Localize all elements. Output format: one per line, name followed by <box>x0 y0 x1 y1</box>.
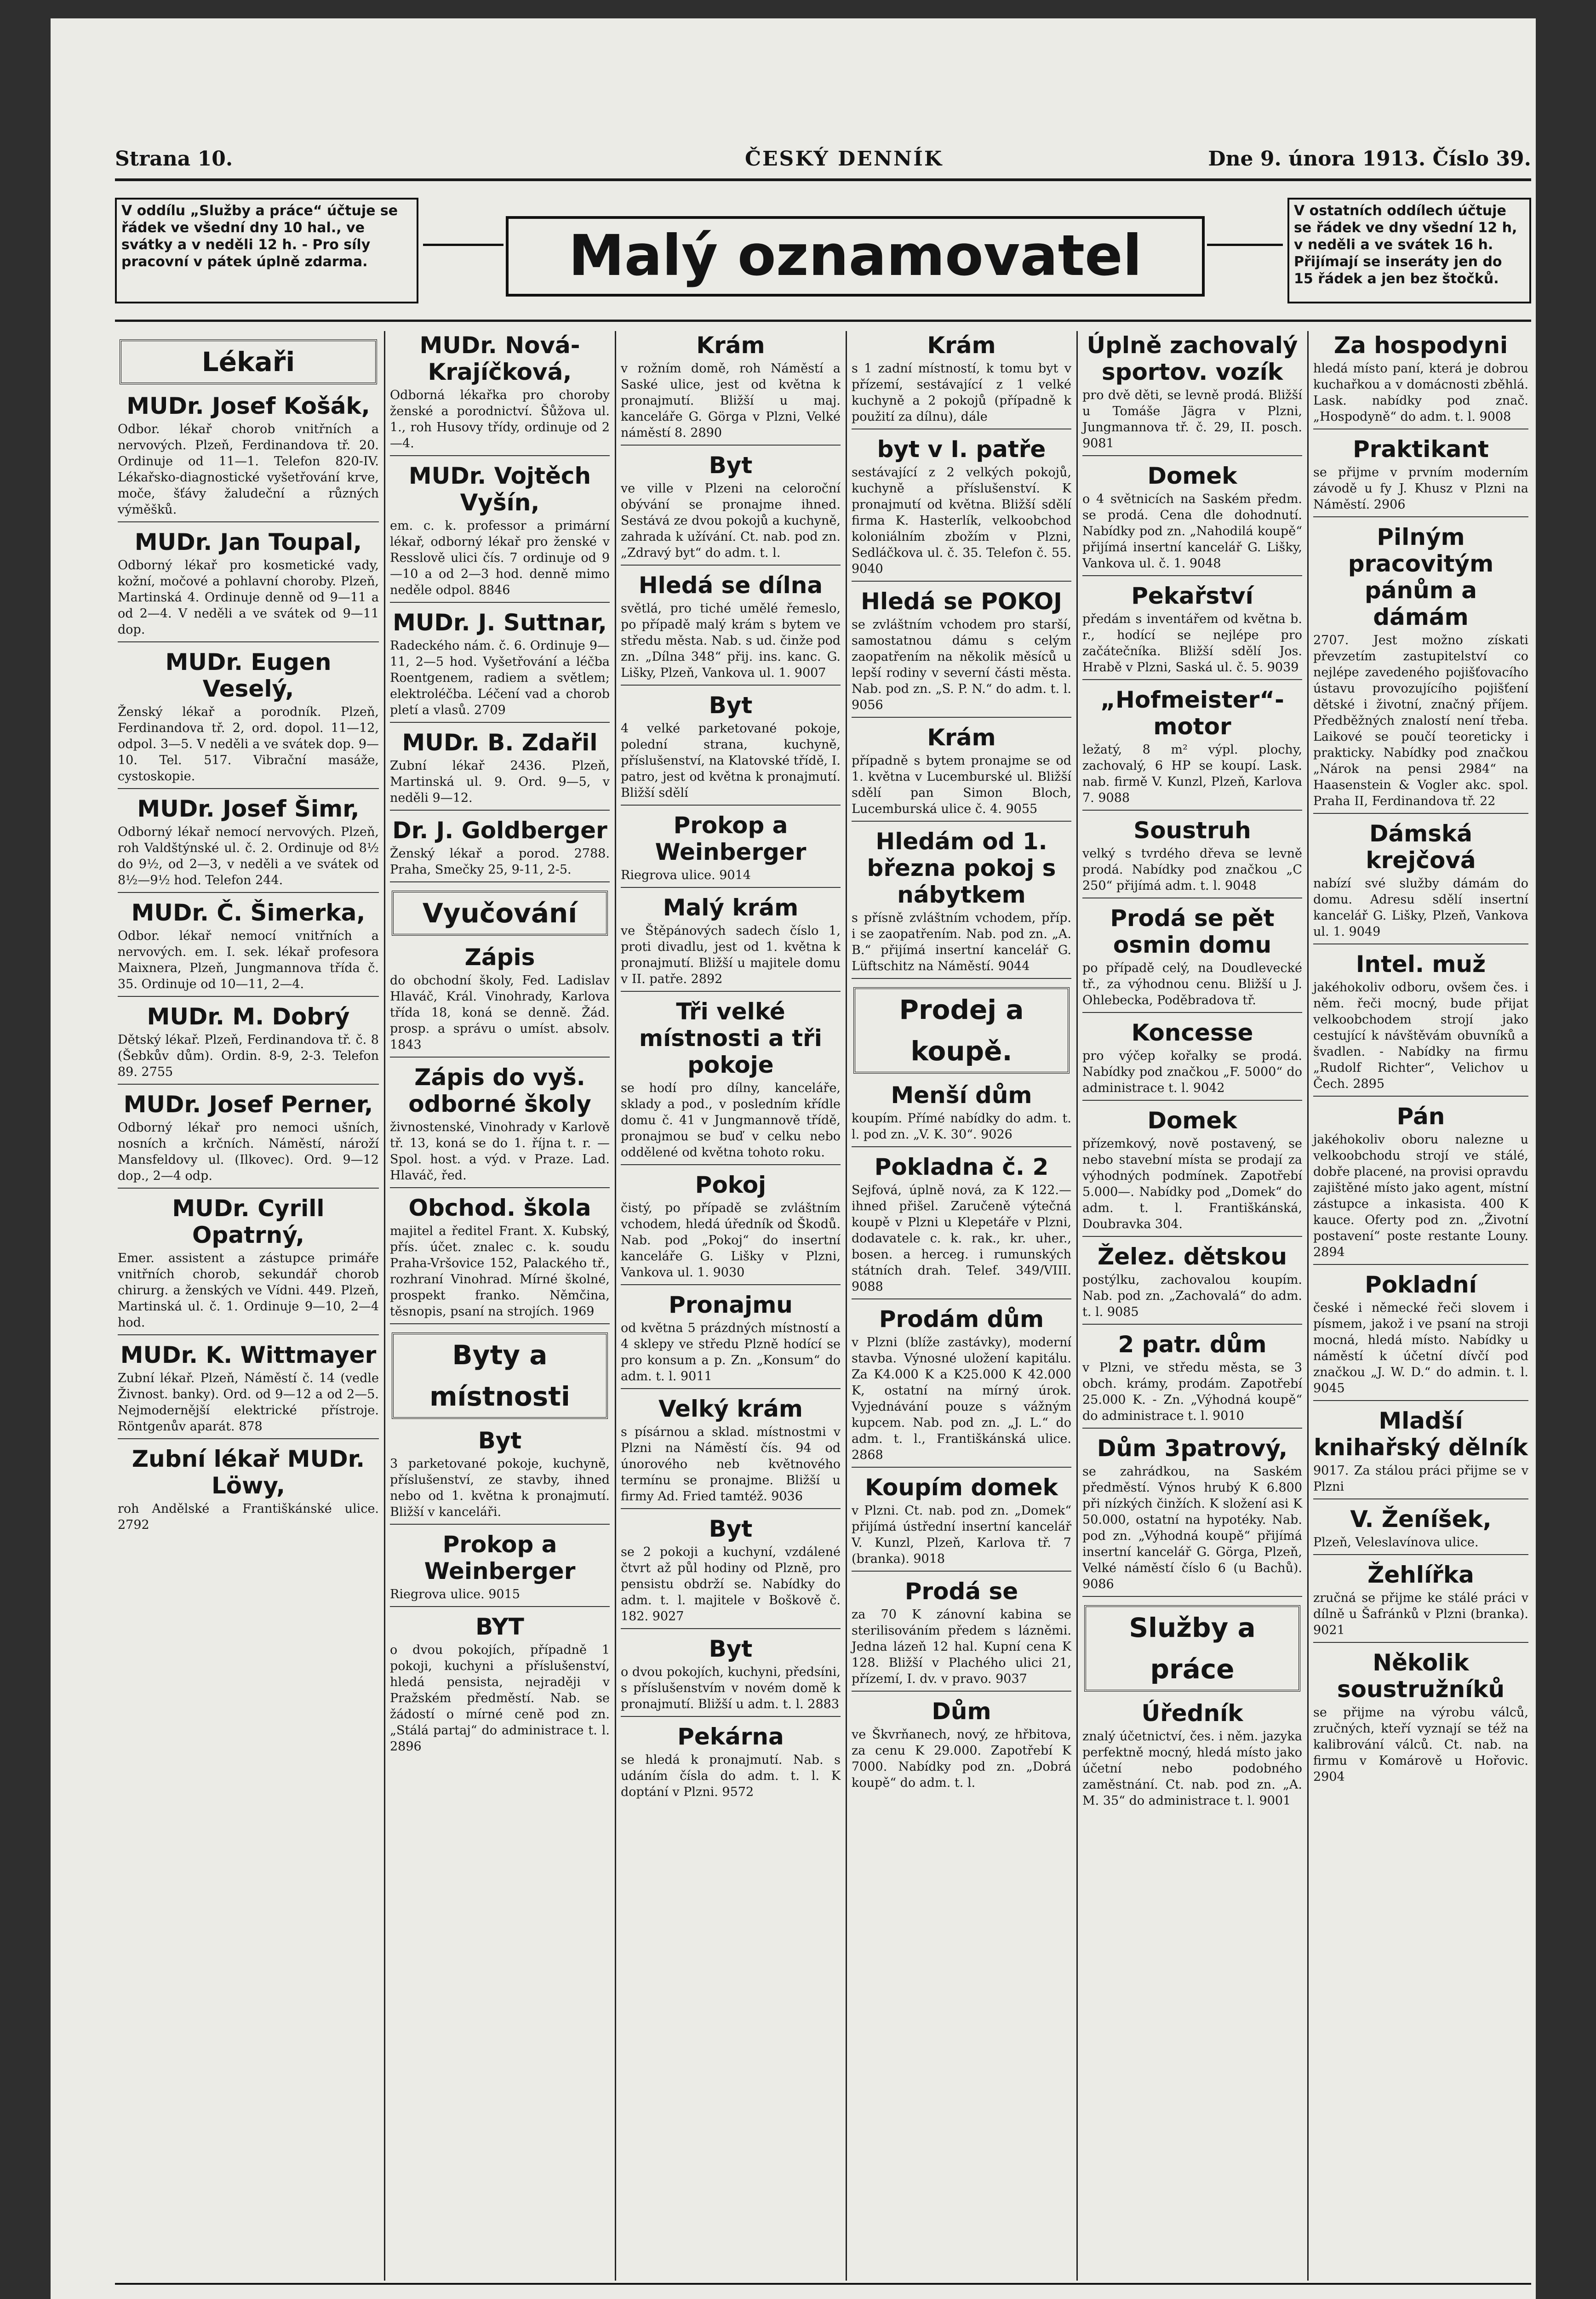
ad-heading: Soustruh <box>1133 817 1251 844</box>
ad-heading: Želez. dětskou <box>1098 1243 1287 1270</box>
ad-text: majitel a ředitel Frant. X. Kubský, přís. účet. znalec c. k. soudu Praha-Vršovice 152, Palackého tř., rozhraní Vinohrad. Mírné školné, prospekt franko. Němčina, těsnopis, psaní na strojích. 1969 <box>390 1224 610 1319</box>
classified-ad <box>118 1091 379 1189</box>
ad-heading: MUDr. J. Suttnar, <box>393 609 607 636</box>
ad-text: zručná se přijme ke stálé práci v dílně u Šafránků v Plzni (branka). 9021 <box>1313 1591 1528 1637</box>
ad-heading: Krám <box>927 724 996 751</box>
ad-heading: Obchod. škola <box>408 1195 591 1221</box>
ad-heading: MUDr. B. Zdařil <box>402 729 598 756</box>
classified-ad <box>1313 820 1528 944</box>
ad-heading: Pokladní <box>1365 1271 1477 1298</box>
ad-text: ležatý, 8 m² výpl. plochy, zachovalý, 6 HP se koupí. Lask. nab. firmě V. Kunzl, Plzeň, Karlova 7. 9088 <box>1082 743 1302 805</box>
classified-ad <box>1082 905 1302 1013</box>
ad-text: Ženský lékař a porodník. Plzeň, Ferdinandova tř. 2, ord. dopol. 11—12, odpol. 3—5. V neděli a ve svátek dop. 9—10. Tel. 517. Vibrační masáže, cystoskopie. <box>118 705 379 783</box>
ad-text: postýlku, zachovalou koupím. Nab. pod zn. „Zachovalá“ do adm. t. l. 9085 <box>1082 1273 1302 1319</box>
ad-heading: Velký krám <box>658 1395 803 1422</box>
ad-text: velký s tvrdého dřeva se levně prodá. Nabídky pod značkou „C 250“ přijímá adm. t. l. 9048 <box>1082 846 1302 893</box>
ad-heading: Prokop a Weinberger <box>655 812 807 865</box>
ad-heading: Hledá se POKOJ <box>861 588 1062 615</box>
ad-heading: Malý krám <box>663 894 799 921</box>
column-divider <box>1307 331 1309 2281</box>
classified-ad <box>1082 1700 1302 1813</box>
ad-heading: Byt <box>709 1636 753 1662</box>
bottom-rule <box>115 2283 1531 2285</box>
ad-heading: Domek <box>1147 1107 1237 1134</box>
classified-ad <box>390 1427 610 1525</box>
ad-text: jakéhokoliv oboru nalezne u velkoobchodu strojí ve stálé, dobře placené, na provisi opravdu zajištěné místo jako agent, místní zástupce a inkasista. 400 K kauce. Oferty pod zn. „Životní postavení“ poste restante Louny. 2894 <box>1313 1132 1528 1259</box>
ad-text: 4 velké parketované pokoje, polední strana, kuchyně, příslušenství, na Klatovské třídě, I. patro, jest od května k pronajmutí. Bližší sdělí <box>621 721 841 800</box>
column-6 <box>1310 331 1531 2290</box>
ad-text: ve Štěpánových sadech číslo 1, proti divadlu, jest od 1. května k pronajmutí. Bližší u majitele domu v II. patře. 2892 <box>621 924 841 986</box>
classified-ad <box>118 1342 379 1439</box>
classified-ad <box>852 588 1071 718</box>
classified-ad <box>1082 583 1302 680</box>
ad-text: se přijme na výrobu válců, zručných, kteří vyznají se též na kalibrování válců. Ct. nab. na firmu v Komárově u Hořovic. 2904 <box>1313 1705 1528 1784</box>
classified-ad <box>621 1516 841 1629</box>
column-3 <box>618 331 843 2290</box>
classified-ad <box>390 1613 610 1758</box>
classified-ad <box>1313 951 1528 1097</box>
ad-heading: MUDr. Josef Šimr, <box>137 795 360 822</box>
ad-heading: Koncesse <box>1131 1019 1253 1046</box>
classified-ad <box>621 332 841 446</box>
ad-heading: BYT <box>475 1613 524 1640</box>
ad-text: jakéhokoliv odboru, ovšem čes. i něm. řeči mocný, bude přijat velkoobchodem strojí jako cestující k návštěvám obuvníků a švadlen. - Nabídky na firmu „Rudolf Richter“, Velichov u Čech. 2895 <box>1313 980 1528 1091</box>
paper-name: ČESKÝ DENNÍK <box>745 147 944 171</box>
ad-text: hledá místo paní, která je dobrou kuchařkou a v domácnosti zběhlá. Lask. nabídky pod znač. „Hospodyně“ do adm. t. l. 9008 <box>1313 361 1528 424</box>
ad-heading: Byt <box>709 452 753 479</box>
column-divider <box>384 331 385 2281</box>
section-vyucovani: Vyučování <box>392 891 608 936</box>
ad-heading: Pán <box>1396 1103 1445 1130</box>
ad-heading: Pronajmu <box>669 1292 793 1318</box>
ad-text: světlá, pro tiché umělé řemeslo, po případě malý krám s bytem ve středu města. Nab. s ud. činže pod zn. „Dílna 348“ přij. ins. kanc. G. Lišky, Plzeň, Vankova ul. 1. 9007 <box>621 601 841 680</box>
classified-ad <box>621 1636 841 1717</box>
title-rule-left <box>423 244 503 246</box>
ad-text: Ženský lékař a porod. 2788. Praha, Smečky 25, 9-11, 2-5. <box>390 846 610 877</box>
ad-text: Radeckého nám. č. 6. Ordinuje 9—11, 2—5 hod. Vyšetřování a léčba Roentgenem, radiem a světlem; elektroléčba. Léčení vad a chorob pletí a vlasů. 2709 <box>390 639 610 717</box>
ad-heading: Prodá se <box>904 1578 1018 1605</box>
column-2 <box>387 331 612 2290</box>
classified-ad <box>621 572 841 686</box>
left-notice: V oddílu „Služby a práce“ účtuje se řádek ve všední dny 10 hal., ve svátky a v neděli 12 h. - Pro síly pracovní v pátek úplně zdarma. <box>115 198 418 303</box>
classified-ad <box>390 817 610 882</box>
ad-text: čistý, po případě se zvláštním vchodem, hledá úředník od Škodů. Nab. pod „Pokoj“ do insertní kanceláře G. Lišky v Plzni, Vankova ul. 1. 9030 <box>621 1201 841 1280</box>
ad-text: po případě celý, na Doudlevecké tř., za výhodnou cenu. Bližší u J. Ohlebecka, Poděbradova tř. <box>1082 961 1302 1007</box>
classified-ad <box>390 463 610 603</box>
ad-text: roh Andělské a Františkánské ulice. 2792 <box>118 1502 379 1532</box>
ad-heading: MUDr. Vojtěch Vyšín, <box>408 463 591 516</box>
classified-ad <box>390 729 610 811</box>
ad-text: pro výčep kořalky se prodá. Nabídky pod značkou „F. 5000“ do administrace t. l. 9042 <box>1082 1049 1302 1095</box>
classified-ad <box>621 692 841 806</box>
classified-ad <box>118 795 379 893</box>
ad-heading: Domek <box>1147 463 1237 489</box>
classified-ad <box>1313 1271 1528 1401</box>
ad-heading: „Hofmeister“-motor <box>1100 686 1284 740</box>
classified-ad <box>852 828 1071 979</box>
ad-heading: 2 patr. dům <box>1118 1331 1267 1358</box>
right-notice: V ostatních oddílech účtuje se řádek ve dny všední 12 h, v neděli a ve svátek 16 h. Přijímají se inseráty jen do 15 řádek a jen bez štočků. <box>1287 198 1531 303</box>
ad-heading: Pokoj <box>695 1172 767 1198</box>
ad-text: Riegrova ulice. 9015 <box>390 1587 520 1601</box>
classified-ad <box>852 332 1071 429</box>
ad-heading: Dr. J. Goldberger <box>392 817 607 844</box>
column-divider <box>1076 331 1078 2281</box>
ad-heading: Zápis do vyš. odborné školy <box>408 1064 591 1117</box>
classified-ad <box>621 1395 841 1509</box>
ad-text: nabízí své služby dámám do domu. Adresu sdělí insertní kancelář G. Lišky, Plzeň, Vankova ul. 1. 9049 <box>1313 876 1528 939</box>
ad-heading: Pekárna <box>677 1723 784 1750</box>
classified-ad <box>118 899 379 997</box>
ad-text: v Plzni. Ct. nab. pod zn. „Domek“ přijímá ústřední insertní kancelář V. Kunzl, Plzeň, Karlova tř. 7 (branka). 9018 <box>852 1504 1071 1566</box>
section-prodej: Prodej a koupě. <box>853 987 1070 1074</box>
ad-text: znalý účetnictví, čes. i něm. jazyka perfektně mocný, hledá místo jako účetní nebo podobného zaměstnání. Ct. nab. pod zn. „A. M. 35“ do administrace t. l. 9001 <box>1082 1729 1302 1808</box>
ad-heading: byt v I. patře <box>877 436 1046 463</box>
ad-heading: Hledám od 1. března pokoj s nábytkem <box>867 828 1056 908</box>
ad-text: Emer. assistent a zástupce primáře vnitřních chorob, sekundář chorob chirurg. a ženských ve Vídni. 449. Plzeň, Martinská ul. č. 1. Ordinuje 9—10, 2—4 hod. <box>118 1251 379 1330</box>
ad-text: o dvou pokojích, případně 1 pokoji, kuchyni a příslušenství, hledá pensista, nejraději v Pražském předměstí. Nab. se žádostí o mírné ceně pod zn. „Stálá partaj“ do administrace t. l. 2896 <box>390 1643 610 1754</box>
ad-heading: MUDr. Eugen Veselý, <box>165 649 332 702</box>
classified-ad <box>390 944 610 1058</box>
classified-ad <box>1313 1506 1528 1555</box>
ad-heading: Zubní lékař MUDr. Löwy, <box>132 1446 365 1499</box>
ad-heading: Dámská krejčová <box>1366 820 1476 874</box>
ad-text: Sejfová, úplně nová, za K 122.— ihned přišel. Zaručeně výtečná koupě v Plzni u Klepetáře v Plzni, dodavatele c. k. rak., kr. uher., bosen. a herceg. i rumunských státních drah. Telef. 349/VIII. 9088 <box>852 1183 1071 1294</box>
classified-ad <box>1082 1243 1302 1325</box>
ad-heading: Pekařství <box>1131 583 1253 609</box>
classified-ad <box>118 1003 379 1085</box>
ad-heading: Intel. muž <box>1356 951 1486 978</box>
classified-ad <box>1313 1649 1528 1789</box>
ad-heading: MUDr. Cyrill Opatrný, <box>172 1195 325 1248</box>
classified-ad <box>1313 1561 1528 1643</box>
section-byty: Byty a místnosti <box>392 1333 608 1419</box>
page-title: Malý oznamovatel <box>506 216 1205 297</box>
classified-ad <box>621 1723 841 1804</box>
ad-text: o dvou pokojích, kuchyni, předsíni, s příslušenstvím v novém domě k pronajmutí. Bližší u adm. t. l. 2883 <box>621 1665 841 1711</box>
ad-heading: Mladší knihařský dělník <box>1314 1407 1528 1461</box>
classified-ad <box>390 1064 610 1188</box>
ad-text: 2707. Jest možno získati převzetím zastupitelství co nejlépe zavedeného pojišťovacího ústavu provozujícího pojišťení dětské i životní, značný příjem. Předběžných znalostí není třeba. Laikové se poučí teoreticky i prakticky. Nabídky pod značkou „Nárok na pensi 2984“ na Haasenstein & Vogler akc. spol. Praha II, Ferdinandova tř. 22 <box>1313 633 1528 808</box>
ad-heading: Prodám dům <box>879 1306 1044 1333</box>
ad-text: Odborný lékař pro nemoci ušních, nosních a krčních. Náměstí, nároží Mansfeldovy ul. (Ilkovec). Ord. 9—12 dop., 2—4 odp. <box>118 1121 379 1183</box>
classified-ad <box>852 1306 1071 1468</box>
column-4 <box>849 331 1074 2290</box>
classified-ad <box>118 649 379 789</box>
classified-ad <box>1313 1103 1528 1265</box>
ad-heading: MUDr. Josef Perner, <box>123 1091 373 1118</box>
ad-heading: Tři velké místnosti a tři pokoje <box>639 998 822 1078</box>
classified-ad <box>118 393 379 522</box>
classified-ad <box>621 1292 841 1389</box>
ad-text: se hodí pro dílny, kanceláře, sklady a pod., v posledním křídle domu č. 41 v Jungmannově třídě, pronajmou se buď v celku nebo oddělené od května tohoto roku. <box>621 1081 841 1160</box>
ad-text: Zubní lékař 2436. Plzeň, Martinská ul. 9. Ord. 9—5, v neděli 9—12. <box>390 759 610 805</box>
classified-ad <box>621 1172 841 1285</box>
ad-text: pro dvě děti, se levně prodá. Bližší u Tomáše Jägra v Plzni, Jungmannova tř. č. 29, II. posch. 9081 <box>1082 388 1302 451</box>
ad-heading: Žehlířka <box>1367 1561 1474 1588</box>
ad-heading: Krám <box>696 332 765 359</box>
ad-heading: Pilným pracovitým pánům a dámám <box>1348 524 1494 630</box>
masthead <box>115 147 1540 170</box>
ad-heading: Byt <box>709 1516 753 1542</box>
ad-heading: Krám <box>927 332 996 359</box>
classified-ad <box>1082 1019 1302 1101</box>
ad-heading: Hledá se dílna <box>638 572 823 599</box>
classified-ad <box>390 1531 610 1607</box>
ad-text: v Plzni, ve středu města, se 3 obch. krámy, prodám. Zapotřebí 25.000 K. - Zn. „Výhodná koupě“ do administrace t. l. 9010 <box>1082 1361 1302 1423</box>
ad-heading: MUDr. Josef Košák, <box>126 393 370 419</box>
ad-text: Odborná lékařka pro choroby ženské a porodnictví. Šůžova ul. 1., roh Husovy třídy, ordinuje od 2—4. <box>390 388 610 451</box>
classified-ad <box>852 1578 1071 1692</box>
ad-heading: MUDr. Jan Toupal, <box>134 529 362 555</box>
classified-ad <box>118 529 379 642</box>
column-5 <box>1080 331 1305 2290</box>
classified-ad <box>390 332 610 456</box>
ad-text: předám s inventářem od května b. r., hodící se nejlépe pro začátečníka. Bližší sdělí Jos. Hrabě v Plzni, Saská ul. č. 5. 9039 <box>1082 612 1302 675</box>
ad-text: koupím. Přímé nabídky do adm. t. l. pod zn. „V. K. 30“. 9026 <box>852 1111 1071 1142</box>
classified-ad <box>390 609 610 723</box>
ad-heading: Koupím domek <box>865 1474 1058 1501</box>
classified-ad <box>1082 686 1302 811</box>
ad-text: Plzeň, Veleslavínova ulice. <box>1313 1535 1479 1550</box>
ad-heading: Praktikant <box>1353 436 1489 463</box>
ad-text: sestávající z 2 velkých pokojů, kuchyně a příslušenství. K pronajmutí od května. Bližší sdělí firma K. Hasterlík, velkoobchod koloniálním zbožím v Plzni, Sedláčkova ul. č. 35. Telefon č. 55. 9040 <box>852 465 1071 576</box>
classified-ad <box>621 998 841 1165</box>
ad-text: s písárnou a sklad. místnostmi v Plzni na Náměstí čís. 94 od únorového neb květnového termínu se pronajme. Bližší u firmy Ad. Fried tamtéž. 9036 <box>621 1425 841 1504</box>
classified-ad <box>118 1195 379 1335</box>
ad-heading: Byt <box>478 1427 522 1454</box>
ad-heading: Dům <box>932 1698 991 1725</box>
classified-ad <box>852 1082 1071 1147</box>
classified-ad <box>1313 436 1528 517</box>
ad-text: se hledá k pronajmutí. Nab. s udáním čísla do adm. t. l. K doptání v Plzni. 9572 <box>621 1753 841 1799</box>
ad-heading: Dům 3patrový, <box>1097 1435 1288 1462</box>
ad-heading: MUDr. K. Wittmayer <box>120 1342 377 1368</box>
ad-text: do obchodní školy, Fed. Ladislav Hlaváč, Král. Vinohrady, Karlova třída 18, koná se denně. Žád. prosp. a správu o umíst. absolv. 1843 <box>390 973 610 1052</box>
issue-date: Dne 9. února 1913. Číslo 39. <box>1208 147 1531 171</box>
classified-ad <box>621 894 841 992</box>
page-number: Strana 10. <box>115 147 233 171</box>
classified-ad <box>1313 332 1528 429</box>
classified-ad <box>118 1446 379 1537</box>
classified-ad <box>1082 1435 1302 1597</box>
ad-heading: Prodá se pět osmin domu <box>1110 905 1275 958</box>
ad-heading: Úředník <box>1141 1700 1243 1727</box>
ad-text: živnostenské, Vinohrady v Karlově tř. 13, koná se do 1. října t. r. — Spol. host. a výd. v Praze. Lad. Hlaváč, řed. <box>390 1120 610 1183</box>
classified-ad <box>621 452 841 566</box>
classified-ad <box>1082 332 1302 456</box>
ad-text: Odbor. lékař nemocí vnitřních a nervových. em. I. sek. lékař profesora Maixnera, Plzeň, Jungmannova třída č. 35. Ordinuje od 10—11, 2—4. <box>118 929 379 991</box>
header-rule <box>115 320 1531 322</box>
classified-ad <box>1082 1107 1302 1237</box>
ad-heading: Menší dům <box>891 1082 1032 1109</box>
classified-ad <box>1082 817 1302 898</box>
ad-text: Odborný lékař pro kosmetické vady, kožní, močové a pohlavní choroby. Plzeň, Martinská 4. Ordinuje denně od 9—11 a od 2—4. V neděli a ve svátek od 9—11 dop. <box>118 558 379 637</box>
column-divider <box>615 331 616 2281</box>
ad-heading: Zápis <box>464 944 535 971</box>
ad-text: se zvláštním vchodem pro starší, samostatnou dámu s celým zaopatřením na několik měsíců u lepší rodiny v severní části města. Nab. pod zn. „S. P. N.“ do adm. t. l. 9056 <box>852 618 1071 712</box>
ad-text: za 70 K zánovní kabina se sterilisováním předem s lázněmi. Jedna lázeň 12 hal. Kupní cena K 128. Bližší v Plachého ulici 21, přízemí, I. dv. v pravo. 9037 <box>852 1607 1071 1686</box>
title-rule-right <box>1207 244 1283 246</box>
ad-text: o 4 světnicích na Saském předm. se prodá. Cena dle dohodnutí. Nabídky pod zn. „Nahodilá koupě“ přijímá insertní kancelář G. Lišky, Vankova ul. č. 1. 9048 <box>1082 492 1302 571</box>
ad-text: v Plzni (blíže zastávky), moderní stavba. Výnosné uložení kapitálu. Za K4.000 K a K25.000 K 42.000 K, ostatní na mírný úrok. Vyjednávání pouze s vážným kupcem. Nab. pod zn. „J. L.“ do adm. t. l., Františkánská ulice. 2868 <box>852 1335 1071 1462</box>
ad-text: Odborný lékař nemocí nervových. Plzeň, roh Valdštýnské ul. č. 2. Ordinuje od 8½ do 9½, od 2—3, v neděli a ve svátek od 8½—9½ hod. Telefon 244. <box>118 825 379 887</box>
column-divider <box>846 331 847 2281</box>
ad-text: se zahrádkou, na Saském předměstí. Výnos hrubý K 6.800 při nízkých činžích. K složení asi K 50.000, ostatní na hypotéky. Nab. pod zn. „Výhodná koupě“ přijímá insertní kancelář G. Görga, Plzeň, Velké náměstí číslo 6 (u Bachů). 9086 <box>1082 1464 1302 1591</box>
section-sluzby: Služby a práce <box>1084 1605 1300 1692</box>
ad-text: se přijme v prvním moderním závodě u fy J. Khusz v Plzni na Náměstí. 2906 <box>1313 465 1528 512</box>
ad-text: případně s bytem pronajme se od 1. května v Lucemburské ul. Bližší sdělí pan Simon Bloch, Lucemburská ulice č. 4. 9055 <box>852 754 1071 816</box>
column-1 <box>115 331 382 2290</box>
classified-ad <box>852 724 1071 822</box>
ad-heading: Prokop a Weinberger <box>424 1531 576 1584</box>
classified-ad <box>1082 1331 1302 1429</box>
ad-text: Zubní lékař. Plzeň, Náměstí č. 14 (vedle Živnost. banky). Ord. od 9—12 a od 2—5. Nejmodernější elektrické přístroje. Röntgenův aparát. 878 <box>118 1371 379 1434</box>
classified-ad <box>1313 524 1528 814</box>
ad-text: české i německé řeči slovem i písmem, jakož i ve psaní na stroji mocná, hledá místo. Nabídky u náměstí k účetní dívčí pod značkou „J. W. D.“ do admin. t. l. 9045 <box>1313 1301 1528 1395</box>
ad-heading: Pokladna č. 2 <box>874 1154 1049 1180</box>
ad-text: em. c. k. professor a primární lékař, odborný lékař pro ženské v Resslově ulici čís. 7 ordinuje od 9—10 a od 2—3 hod. denně mimo neděle odpol. 8846 <box>390 519 610 597</box>
ad-text: ve Škvrňanech, nový, ze hřbitova, za cenu K 29.000. Zapotřebí K 7000. Nabídky pod zn. „Dobrá koupě“ do adm. t. l. <box>852 1727 1071 1790</box>
ad-text: 9017. Za stálou práci přijme se v Plzni <box>1313 1464 1528 1494</box>
classified-ad <box>852 1698 1071 1795</box>
ad-heading: Několik soustružníků <box>1337 1649 1505 1703</box>
ad-text: v rožním domě, roh Náměstí a Saské ulice, jest od května k pronajmutí. Bližší u maj. kanceláře G. Görga v Plzni, Velké náměstí 8. 2890 <box>621 361 841 440</box>
ad-text: 3 parketované pokoje, kuchyně, příslušenství, ze stavby, ihned nebo od 1. května k pronajmutí. Bližší v kanceláři. <box>390 1457 610 1519</box>
top-rule <box>115 178 1531 181</box>
ad-text: s 1 zadní místností, k tomu byt v přízemí, sestávající z 1 velké kuchyně a 2 pokojů (případně k použití za dílnu), dále <box>852 361 1071 424</box>
classified-ad <box>621 812 841 888</box>
classified-ad <box>852 1474 1071 1572</box>
ad-text: přízemkový, nově postavený, se nebo stavební místa se prodají za výhodných podmínek. Zapotřebí 5.000—. Nabídky pod „Domek“ do adm. t. l. Františkánská, Doubravka 304. <box>1082 1137 1302 1231</box>
section-lekari: Lékaři <box>120 339 377 384</box>
ad-text: Odbor. lékař chorob vnitřních a nervových. Plzeň, Ferdinandova tř. 20. Ordinuje od 11—1. Telefon 820-IV. Lékařsko-diagnostické vyšetřování krve, moče, šťávy žaludeční a různých výměšků. <box>118 422 379 517</box>
classified-ad <box>390 1195 610 1324</box>
ad-heading: MUDr. Č. Šimerka, <box>131 899 366 926</box>
classified-ad <box>852 1154 1071 1299</box>
ad-heading: V. Ženíšek, <box>1350 1506 1492 1533</box>
ad-heading: Úplně zachovalý sportov. vozík <box>1087 332 1298 385</box>
ad-text: s přísně zvláštním vchodem, příp. i se zaopatřením. Nab. pod zn. „A. B.“ přijímá insertní kancelář G. Lüftschitz na Náměstí. 9044 <box>852 911 1071 973</box>
ad-heading: Byt <box>709 692 753 719</box>
classified-ad <box>852 436 1071 582</box>
ad-text: ve ville v Plzeni na celoroční obývání se pronajme ihned. Sestává ze dvou pokojů a kuchyně, zahrada k užívání. Ct. nab. pod zn. „Zdravý byt“ do adm. t. l. <box>621 481 841 560</box>
ad-heading: MUDr. M. Dobrý <box>147 1003 350 1030</box>
ad-text: Riegrova ulice. 9014 <box>621 868 751 882</box>
ad-text: Dětský lékař. Plzeň, Ferdinandova tř. č. 8 (Šebkův dům). Ordin. 8-9, 2-3. Telefon 89. 2755 <box>118 1033 379 1079</box>
ad-text: od května 5 prázdných místností a 4 sklepy ve středu Plzně hodící se pro konsum a p. Zn. „Konsum“ do adm. t. l. 9011 <box>621 1321 841 1384</box>
classified-ad <box>1082 463 1302 576</box>
ad-text: se 2 pokoji a kuchyní, vzdálené čtvrt až půl hodiny od Plzně, pro pensistu obdrží se. Nabídky do adm. t. l. majitele v Boškově č. 182. 9027 <box>621 1545 841 1624</box>
ad-heading: Za hospodyni <box>1333 332 1508 359</box>
classified-ad <box>1313 1407 1528 1499</box>
ad-heading: MUDr. Nová-Krajíčková, <box>419 332 580 385</box>
